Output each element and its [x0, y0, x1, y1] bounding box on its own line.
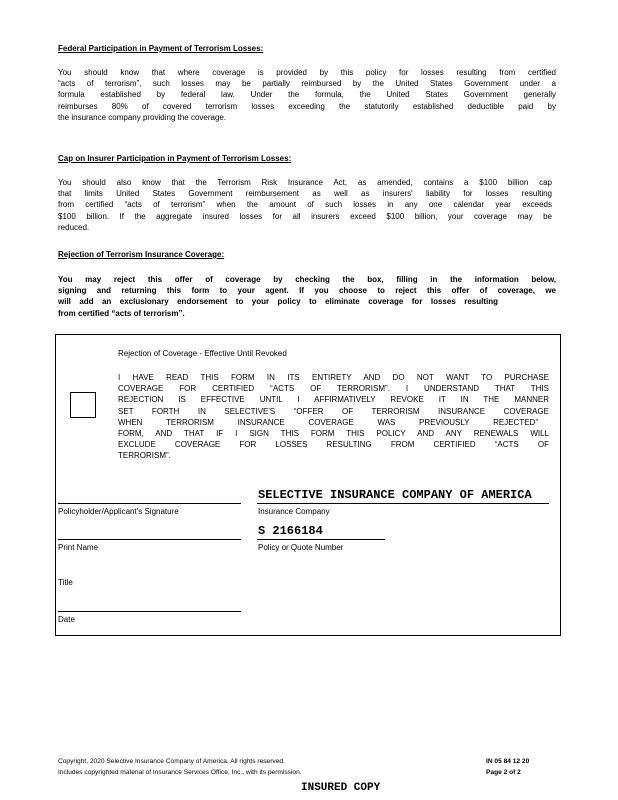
policy-number-value: S 2166184 [258, 524, 323, 538]
statement-line: REJECTION IS EFFECTIVE UNTIL I AFFIRMATIVELY REVOKE IT IN THE MANNER [118, 395, 549, 405]
insurance-company-line [257, 503, 549, 504]
statement-line: EXCLUDE COVERAGE FOR LOSSES RESULTING FROM CERTIFIED “ACTS OF [118, 440, 549, 450]
rejection-line: from certified “acts of terrorism”. [58, 308, 185, 318]
rejection-form-title: Rejection of Coverage - Effective Until Revoked [118, 349, 287, 358]
cap-paragraph [58, 177, 552, 233]
print-name-label: Print Name [58, 543, 99, 552]
statement-line: COVERAGE FOR CERTIFIED “ACTS OF TERRORISM”. I UNDERSTAND THAT THIS [118, 384, 549, 394]
rejection-statement [118, 372, 549, 462]
page-number: Page 2 of 2 [486, 768, 521, 776]
federal-line: You should know that where coverage is provided by this policy for losses resulting from certified [58, 68, 556, 77]
policy-number-line [257, 539, 385, 540]
title-line[interactable] [58, 611, 241, 612]
footer-form-info [486, 757, 529, 778]
rejection-paragraph [58, 274, 556, 319]
date-label: Date [58, 615, 75, 624]
federal-line: reimburses 80% of covered terrorism losses exceeding the statutorily established deductible paid by [58, 101, 556, 111]
statement-line: SET FORTH IN SELECTIVE'S “OFFER OF TERRORISM INSURANCE COVERAGE [118, 406, 549, 416]
federal-paragraph [58, 67, 556, 123]
rejection-line: signing and returning this form to your agent. If you choose to reject this offer of coverage, we [58, 286, 556, 296]
cap-heading: Cap on Insurer Participation in Payment of Terrorism Losses: [58, 154, 292, 163]
statement-line: WHEN TERRORISM INSURANCE COVERAGE WAS PREVIOUSLY REJECTED” [118, 417, 538, 427]
signature-line[interactable] [58, 503, 241, 504]
federal-line: the insurance company providing the coverage. [58, 112, 227, 122]
rejection-line: will add an exclusionary endorsement to your policy to eliminate coverage for losses resulting [58, 297, 498, 307]
federal-line: “acts of terrorism”, such losses may be partially reimbursed by the United States Government under a [58, 79, 556, 89]
insurance-company-value: SELECTIVE INSURANCE COMPANY OF AMERICA [258, 488, 532, 502]
title-label: Title [58, 578, 73, 587]
cap-line: reduced. [58, 222, 90, 232]
statement-line: I HAVE READ THIS FORM IN ITS ENTIRETY AND DO NOT WANT TO PURCHASE [118, 373, 549, 382]
federal-heading: Federal Participation in Payment of Terrorism Losses: [58, 44, 264, 53]
insurance-company-label: Insurance Company [258, 507, 330, 516]
cap-line: $100 billion. If the aggregate insured losses for all insurers exceed $100 billion, your coverage may be [58, 211, 552, 221]
signature-label: Policyholder/Applicant's Signature [58, 507, 179, 516]
cap-line: that limits United States Government reimbursement as well as insurers' liability for losses resulting [58, 189, 552, 199]
insured-copy-stamp: INSURED COPY [301, 782, 381, 794]
cap-line: You should also know that the Terrorism Risk Insurance Act, as amended, contains a $100 billion cap [58, 178, 552, 187]
statement-line: TERRORISM”. [118, 451, 171, 461]
copyright-line: Copyright, 2020 Selective Insurance Company of America. All rights reserved. [58, 758, 285, 765]
statement-line: FORM, AND THAT IF I SIGN THIS FORM THIS POLICY AND ANY RENEWALS WILL [118, 429, 549, 439]
policy-number-label: Policy or Quote Number [258, 543, 344, 552]
rejection-line: You may reject this offer of coverage by checking the box, filling in the information below, [58, 275, 556, 284]
footer-copyright [58, 757, 408, 778]
federal-line: formula established by federal law. Under the formula, the United States Government generally [58, 90, 556, 100]
print-name-line[interactable] [58, 539, 241, 540]
form-number: IN 05 84 12 20 [486, 758, 530, 765]
rejection-form [55, 334, 561, 636]
copyright-line: Includes copyrighted material of Insurance Services Office, Inc., with its permission. [58, 768, 302, 776]
reject-coverage-checkbox[interactable] [70, 392, 96, 418]
rejection-heading: Rejection of Terrorism Insurance Coverage: [58, 250, 225, 259]
cap-line: from certified “acts of terrorism” when the amount of such losses in any one calendar year exceeds [58, 200, 552, 210]
